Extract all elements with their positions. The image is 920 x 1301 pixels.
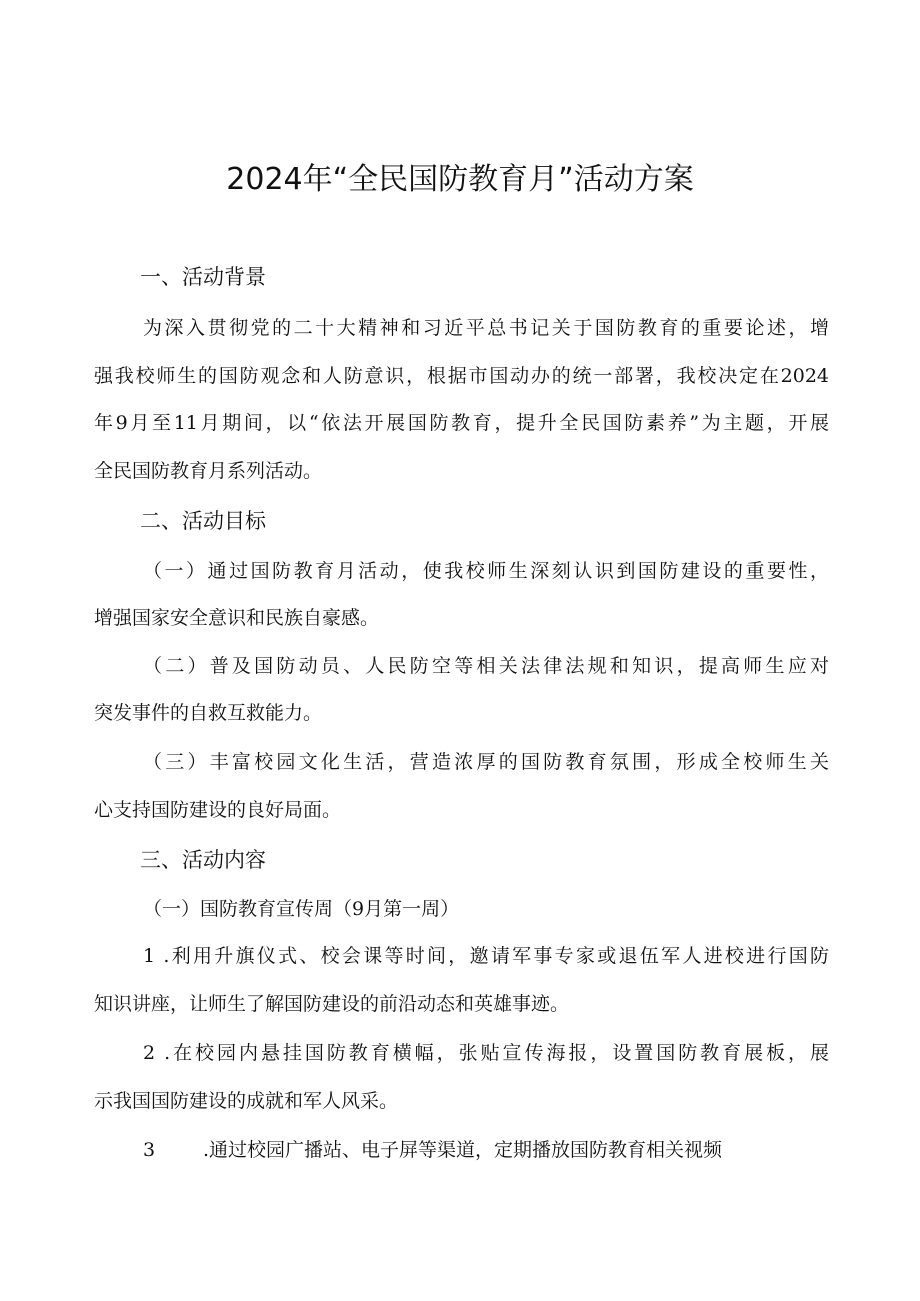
- content-item-line: 知识讲座，让师生了解国防建设的前沿动态和英雄事迹。: [94, 993, 570, 1015]
- goal-item-line: （一）通过国防教育月活动，使我校师生深刻认识到国防建设的重要性，: [143, 560, 829, 582]
- content-item-number: 3: [143, 1139, 156, 1161]
- content-item-line: 1 .利用升旗仪式、校会课等时间，邀请军事专家或退伍军人进校进行国防: [143, 945, 829, 967]
- section-heading-background: 一、活动背景: [140, 265, 266, 289]
- goal-item-line: 增强国家安全意识和民族自豪感。: [94, 607, 380, 629]
- goal-item-line: 突发事件的自救互救能力。: [94, 702, 323, 724]
- goal-item-line: （三）丰富校园文化生活，营造浓厚的国防教育氛围，形成全校师生关: [143, 751, 829, 773]
- section-heading-content: 三、活动内容: [140, 848, 266, 872]
- goal-item-line: （二）普及国防动员、人民防空等相关法律法规和知识，提高师生应对: [143, 655, 829, 677]
- paragraph-line: 强我校师生的国防观念和人防意识，根据市国动办的统一部署，我校决定在2024: [94, 365, 829, 387]
- paragraph-line: 为深入贯彻党的二十大精神和习近平总书记关于国防教育的重要论述，增: [143, 317, 829, 339]
- content-subheading: （一）国防教育宣传周（9月第一周）: [143, 898, 460, 920]
- content-item-line: .通过校园广播站、电子屏等渠道，定期播放国防教育相关视频: [203, 1139, 723, 1161]
- paragraph-line: 年9月至11月期间，以“依法开展国防教育，提升全民国防素养”为主题，开展: [94, 412, 829, 434]
- paragraph-line: 全民国防教育月系列活动。: [94, 460, 323, 482]
- content-item-line: 2 .在校园内悬挂国防教育横幅，张贴宣传海报，设置国防教育展板，展: [143, 1042, 829, 1064]
- content-item-line: 示我国国防建设的成就和军人风采。: [94, 1090, 399, 1112]
- goal-item-line: 心支持国防建设的良好局面。: [94, 799, 342, 821]
- section-heading-goals: 二、活动目标: [140, 509, 266, 533]
- document-title: 2024年“全民国防教育月”活动方案: [226, 162, 694, 197]
